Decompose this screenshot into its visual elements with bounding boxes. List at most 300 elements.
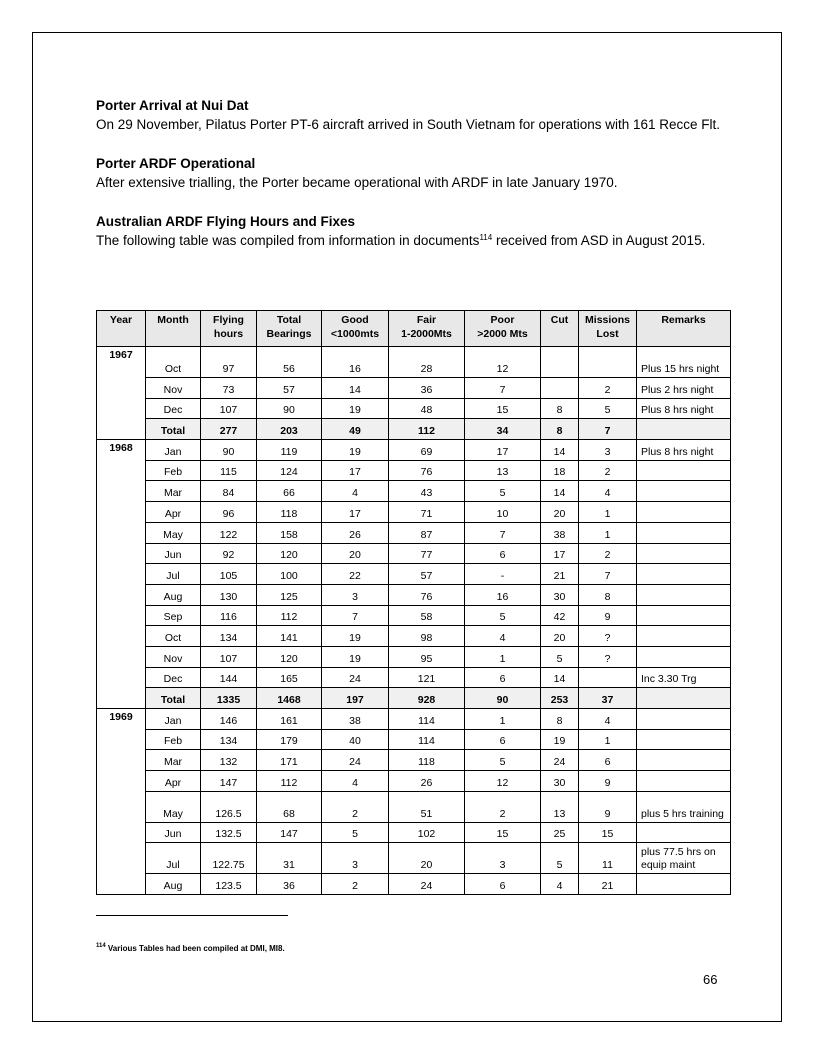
year-cell [97, 646, 146, 667]
flying-cell: 115 [201, 460, 257, 481]
bearings-cell: 112 [257, 605, 322, 626]
flying-cell: 90 [201, 440, 257, 461]
cut-cell: 30 [541, 771, 579, 792]
cut-cell: 5 [541, 843, 579, 874]
column-header [146, 311, 201, 347]
year-cell [97, 729, 146, 750]
cut-cell: 8 [541, 398, 579, 419]
lost-cell [579, 347, 637, 378]
column-header-line: Cut [550, 314, 569, 326]
column-header [541, 311, 579, 347]
good-cell: 26 [322, 522, 389, 543]
cut-cell: 18 [541, 460, 579, 481]
year-cell [97, 502, 146, 523]
poor-cell: 17 [465, 440, 541, 461]
good-cell: 17 [322, 502, 389, 523]
table-row [97, 667, 731, 688]
column-header-line: Bearings [266, 328, 312, 340]
poor-cell: 15 [465, 822, 541, 843]
bearings-cell: 179 [257, 729, 322, 750]
fair-cell: 36 [389, 378, 465, 399]
good-cell: 38 [322, 709, 389, 730]
section-paragraph: On 29 November, Pilatus Porter PT-6 aircraft arrived in South Vietnam for operations with 161 Recce Flt. [96, 117, 721, 132]
year-cell [97, 791, 146, 822]
bearings-cell: 90 [257, 398, 322, 419]
poor-cell: 12 [465, 771, 541, 792]
bearings-cell: 100 [257, 564, 322, 585]
bearings-cell: 124 [257, 460, 322, 481]
year-cell [97, 460, 146, 481]
lost-cell: 7 [579, 564, 637, 585]
remarks-cell: Plus 15 hrs night [637, 347, 731, 378]
month-cell: Jul [146, 843, 201, 874]
table-row [97, 584, 731, 605]
cut-cell: 30 [541, 584, 579, 605]
table-row [97, 750, 731, 771]
month-cell: Feb [146, 460, 201, 481]
month-cell: Jun [146, 822, 201, 843]
footnote-text: Various Tables had been compiled at DMI, MI8. [105, 944, 285, 953]
column-header-line: >2000 Mts [477, 328, 528, 340]
bearings-cell: 147 [257, 822, 322, 843]
cut-cell: 14 [541, 667, 579, 688]
section-heading: Porter ARDF Operational [96, 156, 256, 171]
remarks-cell [637, 419, 731, 440]
table-row [97, 605, 731, 626]
good-cell: 49 [322, 419, 389, 440]
month-cell: Total [146, 419, 201, 440]
year-cell [97, 688, 146, 709]
fair-cell: 114 [389, 729, 465, 750]
month-cell: Jun [146, 543, 201, 564]
remarks-cell [637, 729, 731, 750]
flying-cell: 105 [201, 564, 257, 585]
column-header-line: Poor [490, 314, 515, 326]
bearings-cell: 56 [257, 347, 322, 378]
flying-cell: 73 [201, 378, 257, 399]
cut-cell: 20 [541, 626, 579, 647]
poor-cell: 3 [465, 843, 541, 874]
lost-cell: 4 [579, 709, 637, 730]
month-cell: Total [146, 688, 201, 709]
bearings-cell: 36 [257, 874, 322, 895]
cut-cell: 4 [541, 874, 579, 895]
fair-cell: 112 [389, 419, 465, 440]
fair-cell: 20 [389, 843, 465, 874]
remarks-cell [637, 688, 731, 709]
month-cell: Aug [146, 584, 201, 605]
column-header-line: Remarks [661, 314, 706, 326]
table-total-row [97, 419, 731, 440]
table-row [97, 729, 731, 750]
lost-cell: 1 [579, 522, 637, 543]
lost-cell: 9 [579, 605, 637, 626]
column-header [579, 311, 637, 347]
year-cell [97, 626, 146, 647]
good-cell: 7 [322, 605, 389, 626]
fair-cell: 51 [389, 791, 465, 822]
year-cell: 1967 [97, 347, 146, 378]
body-text [96, 96, 730, 270]
fair-cell: 114 [389, 709, 465, 730]
poor-cell: 34 [465, 419, 541, 440]
month-cell: Oct [146, 347, 201, 378]
column-header [389, 311, 465, 347]
flying-cell: 123.5 [201, 874, 257, 895]
flying-cell: 132 [201, 750, 257, 771]
poor-cell: 6 [465, 874, 541, 895]
good-cell: 24 [322, 750, 389, 771]
bearings-cell: 1468 [257, 688, 322, 709]
month-cell: Feb [146, 729, 201, 750]
month-cell: Jan [146, 440, 201, 461]
remarks-cell [637, 874, 731, 895]
table-row [97, 460, 731, 481]
good-cell: 4 [322, 481, 389, 502]
poor-cell: 1 [465, 709, 541, 730]
good-cell: 2 [322, 791, 389, 822]
good-cell: 22 [322, 564, 389, 585]
good-cell: 19 [322, 398, 389, 419]
footnote [96, 944, 285, 953]
remarks-cell [637, 564, 731, 585]
good-cell: 3 [322, 843, 389, 874]
lost-cell: 9 [579, 771, 637, 792]
bearings-cell: 158 [257, 522, 322, 543]
fair-cell: 76 [389, 584, 465, 605]
bearings-cell: 120 [257, 543, 322, 564]
lost-cell [579, 667, 637, 688]
year-cell [97, 564, 146, 585]
bearings-cell: 120 [257, 646, 322, 667]
poor-cell: 15 [465, 398, 541, 419]
remarks-cell [637, 584, 731, 605]
bearings-cell: 66 [257, 481, 322, 502]
lost-cell: 5 [579, 398, 637, 419]
bearings-cell: 31 [257, 843, 322, 874]
footnote-reference: 114 [479, 233, 493, 242]
table-row [97, 543, 731, 564]
flying-cell: 97 [201, 347, 257, 378]
lost-cell: 1 [579, 729, 637, 750]
fair-cell: 58 [389, 605, 465, 626]
bearings-cell: 203 [257, 419, 322, 440]
poor-cell: 16 [465, 584, 541, 605]
month-cell: May [146, 791, 201, 822]
month-cell: Oct [146, 626, 201, 647]
year-cell [97, 667, 146, 688]
column-header [465, 311, 541, 347]
fair-cell: 57 [389, 564, 465, 585]
flying-cell: 147 [201, 771, 257, 792]
good-cell: 19 [322, 440, 389, 461]
good-cell: 16 [322, 347, 389, 378]
cut-cell: 8 [541, 419, 579, 440]
fair-cell: 71 [389, 502, 465, 523]
remarks-cell [637, 709, 731, 730]
good-cell: 14 [322, 378, 389, 399]
flying-cell: 134 [201, 729, 257, 750]
cut-cell: 38 [541, 522, 579, 543]
year-cell: 1969 [97, 709, 146, 730]
month-cell: Aug [146, 874, 201, 895]
lost-cell: 15 [579, 822, 637, 843]
flying-cell: 96 [201, 502, 257, 523]
poor-cell: 5 [465, 750, 541, 771]
lost-cell: ? [579, 646, 637, 667]
table-row [97, 822, 731, 843]
lost-cell: 3 [579, 440, 637, 461]
poor-cell: 6 [465, 667, 541, 688]
flying-cell: 92 [201, 543, 257, 564]
remarks-cell [637, 522, 731, 543]
lost-cell: 11 [579, 843, 637, 874]
section-heading: Australian ARDF Flying Hours and Fixes [96, 214, 356, 229]
column-header-line: Year [109, 314, 133, 326]
cut-cell: 19 [541, 729, 579, 750]
year-cell [97, 605, 146, 626]
table-row [97, 398, 731, 419]
cut-cell: 14 [541, 440, 579, 461]
flying-cell: 1335 [201, 688, 257, 709]
remarks-cell: Plus 8 hrs night [637, 398, 731, 419]
year-cell [97, 750, 146, 771]
flying-cell: 146 [201, 709, 257, 730]
table-row [97, 502, 731, 523]
remarks-cell: plus 77.5 hrs on equip maint [637, 843, 731, 874]
poor-cell: 12 [465, 347, 541, 378]
ardf-hours-table [96, 310, 731, 895]
bearings-cell: 125 [257, 584, 322, 605]
remarks-cell: plus 5 hrs training [637, 791, 731, 822]
good-cell: 20 [322, 543, 389, 564]
column-header-line: hours [213, 328, 244, 340]
fair-cell: 69 [389, 440, 465, 461]
table-row [97, 791, 731, 822]
lost-cell: 6 [579, 750, 637, 771]
remarks-cell [637, 543, 731, 564]
bearings-cell: 141 [257, 626, 322, 647]
year-cell [97, 822, 146, 843]
cut-cell: 25 [541, 822, 579, 843]
column-header [257, 311, 322, 347]
month-cell: Mar [146, 750, 201, 771]
table-row [97, 843, 731, 874]
good-cell: 19 [322, 646, 389, 667]
flying-cell: 132.5 [201, 822, 257, 843]
column-header-line: Month [157, 314, 189, 326]
fair-cell: 76 [389, 460, 465, 481]
poor-cell: 6 [465, 543, 541, 564]
poor-cell: - [465, 564, 541, 585]
page-number: 66 [703, 972, 718, 987]
paragraph-text: received from ASD in August 2015. [492, 233, 706, 248]
fair-cell: 24 [389, 874, 465, 895]
section-porter-arrival [96, 96, 730, 135]
poor-cell: 6 [465, 729, 541, 750]
flying-cell: 134 [201, 626, 257, 647]
flying-cell: 107 [201, 646, 257, 667]
lost-cell: 8 [579, 584, 637, 605]
section-porter-ardf [96, 154, 730, 193]
month-cell: Sep [146, 605, 201, 626]
table-row [97, 709, 731, 730]
fair-cell: 77 [389, 543, 465, 564]
good-cell: 17 [322, 460, 389, 481]
bearings-cell: 161 [257, 709, 322, 730]
fair-cell: 95 [389, 646, 465, 667]
good-cell: 40 [322, 729, 389, 750]
remarks-cell [637, 646, 731, 667]
flying-cell: 107 [201, 398, 257, 419]
year-cell [97, 398, 146, 419]
column-header-line: Fair [416, 314, 437, 326]
column-header-line: Total [276, 314, 302, 326]
remarks-cell: Inc 3.30 Trg [637, 667, 731, 688]
fair-cell: 48 [389, 398, 465, 419]
flying-cell: 126.5 [201, 791, 257, 822]
lost-cell: 2 [579, 543, 637, 564]
cut-cell: 253 [541, 688, 579, 709]
month-cell: Nov [146, 378, 201, 399]
year-cell [97, 584, 146, 605]
poor-cell: 10 [465, 502, 541, 523]
cut-cell: 17 [541, 543, 579, 564]
column-header-line: Good [341, 314, 369, 326]
good-cell: 5 [322, 822, 389, 843]
bearings-cell: 57 [257, 378, 322, 399]
column-header-line: Flying [213, 314, 244, 326]
year-cell [97, 874, 146, 895]
month-cell: Mar [146, 481, 201, 502]
cut-cell: 5 [541, 646, 579, 667]
fair-cell: 98 [389, 626, 465, 647]
poor-cell: 7 [465, 522, 541, 543]
fair-cell: 102 [389, 822, 465, 843]
remarks-cell [637, 626, 731, 647]
month-cell: Dec [146, 667, 201, 688]
good-cell: 4 [322, 771, 389, 792]
table-row [97, 646, 731, 667]
lost-cell: 2 [579, 460, 637, 481]
column-header-line: <1000mts [330, 328, 380, 340]
bearings-cell: 112 [257, 771, 322, 792]
table-row [97, 347, 731, 378]
poor-cell: 4 [465, 626, 541, 647]
fair-cell: 43 [389, 481, 465, 502]
fair-cell: 26 [389, 771, 465, 792]
poor-cell: 5 [465, 481, 541, 502]
lost-cell: 7 [579, 419, 637, 440]
cut-cell: 42 [541, 605, 579, 626]
bearings-cell: 68 [257, 791, 322, 822]
flying-cell: 122.75 [201, 843, 257, 874]
table-total-row [97, 688, 731, 709]
remarks-cell [637, 481, 731, 502]
lost-cell: 21 [579, 874, 637, 895]
poor-cell: 90 [465, 688, 541, 709]
remarks-cell: Plus 8 hrs night [637, 440, 731, 461]
footnote-number: 114 [96, 943, 106, 949]
column-header [201, 311, 257, 347]
flying-cell: 130 [201, 584, 257, 605]
year-cell [97, 543, 146, 564]
good-cell: 19 [322, 626, 389, 647]
column-header-line: 1-2000Mts [401, 328, 452, 340]
cut-cell: 14 [541, 481, 579, 502]
fair-cell: 87 [389, 522, 465, 543]
section-ardf-hours [96, 212, 730, 251]
year-cell [97, 481, 146, 502]
lost-cell: 2 [579, 378, 637, 399]
table-row [97, 378, 731, 399]
remarks-cell [637, 750, 731, 771]
bearings-cell: 165 [257, 667, 322, 688]
lost-cell: 37 [579, 688, 637, 709]
poor-cell: 1 [465, 646, 541, 667]
flying-cell: 116 [201, 605, 257, 626]
fair-cell: 121 [389, 667, 465, 688]
poor-cell: 7 [465, 378, 541, 399]
paragraph-text: The following table was compiled from information in documents [96, 233, 480, 248]
column-header [97, 311, 146, 347]
remarks-cell [637, 822, 731, 843]
flying-cell: 144 [201, 667, 257, 688]
lost-cell: 9 [579, 791, 637, 822]
table-body [97, 347, 731, 895]
month-cell: Dec [146, 398, 201, 419]
remarks-cell: Plus 2 hrs night [637, 378, 731, 399]
table-row [97, 481, 731, 502]
fair-cell: 928 [389, 688, 465, 709]
cut-cell [541, 378, 579, 399]
month-cell: Jan [146, 709, 201, 730]
flying-cell: 122 [201, 522, 257, 543]
month-cell: Nov [146, 646, 201, 667]
fair-cell: 28 [389, 347, 465, 378]
table-row [97, 874, 731, 895]
fair-cell: 118 [389, 750, 465, 771]
column-header [637, 311, 731, 347]
poor-cell: 13 [465, 460, 541, 481]
cut-cell: 24 [541, 750, 579, 771]
table-row [97, 522, 731, 543]
bearings-cell: 171 [257, 750, 322, 771]
bearings-cell: 118 [257, 502, 322, 523]
lost-cell: ? [579, 626, 637, 647]
cut-cell: 8 [541, 709, 579, 730]
good-cell: 3 [322, 584, 389, 605]
cut-cell: 21 [541, 564, 579, 585]
poor-cell: 2 [465, 791, 541, 822]
year-cell [97, 771, 146, 792]
flying-cell: 277 [201, 419, 257, 440]
column-header-line: Missions [585, 314, 630, 326]
table-row [97, 440, 731, 461]
year-cell [97, 378, 146, 399]
cut-cell [541, 347, 579, 378]
month-cell: May [146, 522, 201, 543]
good-cell: 2 [322, 874, 389, 895]
remarks-cell [637, 771, 731, 792]
month-cell: Apr [146, 502, 201, 523]
bearings-cell: 119 [257, 440, 322, 461]
table-header-row [97, 311, 731, 347]
year-cell [97, 522, 146, 543]
remarks-cell [637, 460, 731, 481]
section-paragraph [96, 231, 730, 251]
lost-cell: 1 [579, 502, 637, 523]
